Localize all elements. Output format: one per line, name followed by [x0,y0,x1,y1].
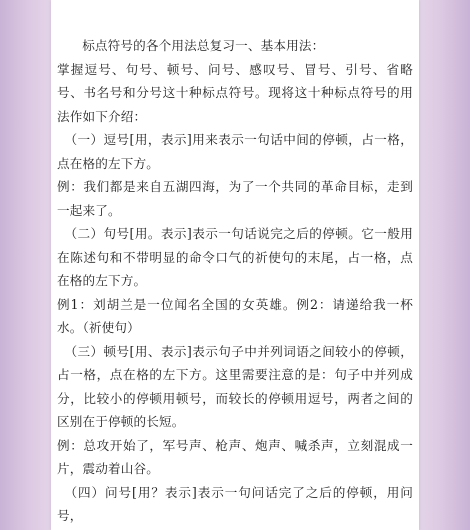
example-comma: 例：我们都是来自五湖四海，为了一个共同的革命目标，走到一起来了。 [57,179,413,218]
document-page [51,0,419,530]
section-question-mark: （四）问号[用？表示]表示一句问话完了之后的停顿，用问号， [57,484,413,523]
document-heading: 标点符号的各个用法总复习一、基本用法： [82,38,325,53]
section-comma: （一）逗号[用，表示]用来表示一句话中间的停顿，占一格，点在格的左下方。 [57,132,413,171]
intro-paragraph: 掌握逗号、句号、顿号、问号、感叹号、冒号、引号、省略号、书名号和分号这十种标点符号。现将这十种标点符号的用法作如下介绍： [57,61,413,124]
example-enumeration-comma: 例：总攻开始了，军号声、枪声、炮声、喊杀声，立刻混成一片，震动着山谷。 [57,437,413,476]
document-body [57,34,413,528]
example-period: 例1：刘胡兰是一位闻名全国的女英雄。例2：请递给我一杯水。（祈使句） [57,296,413,335]
section-enumeration-comma: （三）顿号[用、表示]表示句子中并列词语之间较小的停顿，占一格，点在格的左下方。这里需要注意的是：句子中并列成分，比较小的停顿用顿号，而较长的停顿用逗号，两者之间的区别在于停顿的长短。 [57,343,413,429]
section-period: （二）句号[用。表示]表示一句话说完之后的停顿。它一般用在陈述句和不带明显的命令口气的祈使句的末尾，占一格，点在格的左下方。 [57,226,413,288]
